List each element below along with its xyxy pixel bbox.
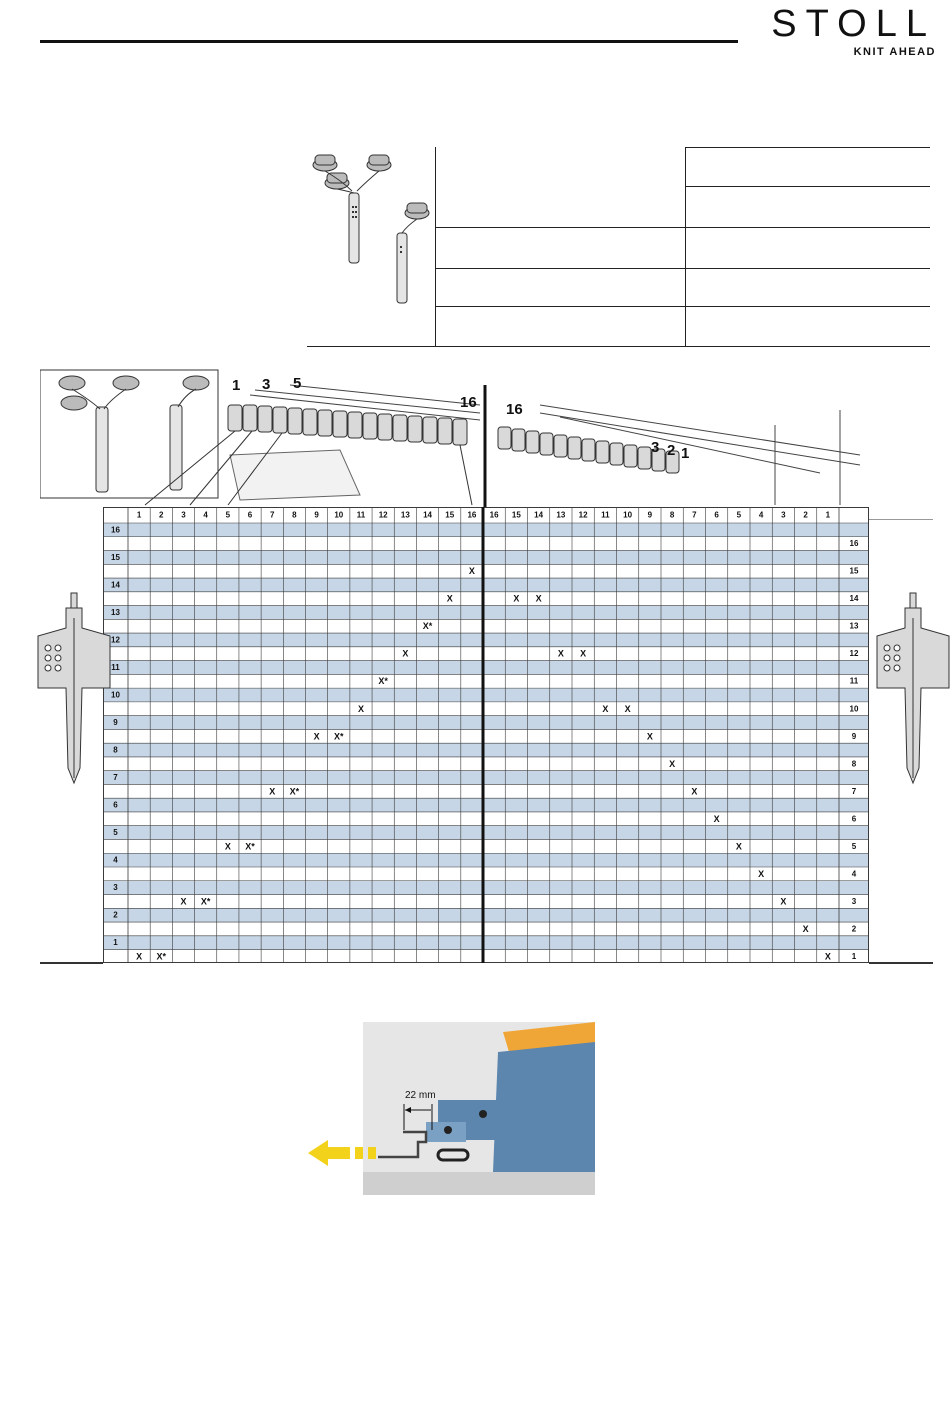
row-label-left: 10 [111, 690, 120, 700]
row-label-right: 1 [851, 951, 857, 961]
brand-logo [771, 4, 936, 58]
row-label-right: 6 [851, 814, 857, 824]
column-header-left: 4 [203, 510, 208, 520]
column-header-right: 11 [601, 510, 610, 520]
row-label-right: 7 [851, 786, 857, 796]
grid-mark: X* [378, 676, 388, 687]
row-label-left: 16 [111, 525, 120, 535]
grid-mark: X [758, 868, 765, 879]
column-header-right: 4 [758, 510, 764, 520]
carriage-left-icon [36, 588, 112, 788]
row-label-left: 3 [113, 883, 118, 893]
column-header-left: 10 [334, 510, 344, 520]
column-header-right: 16 [489, 510, 499, 520]
grid-mark: X* [422, 621, 433, 632]
machine-label-right-1: 1 [681, 445, 690, 462]
column-header-left: 2 [159, 510, 164, 520]
side-rule-right [869, 519, 933, 520]
column-header-left: 5 [225, 510, 231, 520]
column-header-right: 5 [736, 510, 742, 520]
feeder-selection-grid [103, 507, 869, 963]
grid-mark: X* [289, 786, 300, 797]
grid-mark: X [357, 703, 364, 714]
column-header-right: 12 [578, 510, 588, 520]
column-header-left: 1 [136, 510, 142, 520]
grid-mark: X [735, 841, 742, 852]
grid-mark: X [446, 593, 453, 604]
info-table [307, 147, 930, 347]
row-label-left: 12 [111, 635, 120, 645]
machine-label-left-1: 1 [232, 377, 241, 394]
row-label-right: 9 [851, 731, 857, 741]
row-label-right: 14 [849, 594, 859, 604]
grid-mark: X* [245, 841, 255, 852]
grid-mark: X [224, 841, 231, 852]
footer-rule-left [40, 962, 103, 964]
feeder-grid-svg [103, 507, 869, 963]
grid-band [103, 661, 869, 675]
row-label-right: 15 [849, 566, 859, 576]
grid-mark: X [624, 703, 631, 714]
grid-mark: X [713, 813, 720, 824]
grid-band [103, 908, 869, 922]
grid-mark: X [602, 703, 609, 714]
grid-band [103, 551, 869, 565]
grid-band [103, 578, 869, 592]
grid-band [103, 936, 869, 950]
grid-mark: X* [200, 896, 211, 907]
grid-mark: X [269, 786, 276, 797]
column-header-right: 2 [803, 510, 808, 520]
machine-label-left-5: 5 [293, 375, 302, 392]
grid-mark: X [180, 896, 187, 907]
row-label-right: 8 [851, 759, 857, 769]
machine-label-left-3: 3 [262, 376, 271, 393]
row-label-right: 4 [851, 869, 857, 879]
grid-band [103, 606, 869, 620]
row-label-left: 8 [113, 745, 118, 755]
grid-mark: X* [334, 731, 344, 742]
row-label-right: 12 [849, 649, 859, 659]
footer-rule-right [869, 962, 933, 964]
brand-name: STOLL [771, 3, 936, 45]
machine-illustration [40, 365, 940, 515]
row-label-right: 5 [851, 841, 857, 851]
brand-tagline: KNIT AHEAD [853, 46, 936, 58]
grid-mark: X [313, 731, 320, 742]
grid-band [103, 523, 869, 537]
row-label-right: 3 [851, 896, 857, 906]
yarn-feeder-icon [307, 151, 435, 311]
column-header-left: 13 [400, 510, 410, 520]
grid-mark: X [468, 566, 475, 577]
grid-mark: X [780, 896, 787, 907]
header-rule [40, 40, 738, 43]
row-label-left: 15 [111, 552, 120, 562]
row-label-left: 9 [113, 718, 118, 728]
column-header-right: 6 [714, 510, 719, 520]
row-label-left: 13 [111, 607, 120, 617]
row-label-left: 5 [113, 828, 118, 838]
row-label-left: 2 [113, 910, 118, 920]
column-header-right: 1 [825, 510, 831, 520]
machine-label-right-16: 16 [506, 401, 523, 418]
column-header-left: 16 [467, 510, 477, 520]
grid-mark: X* [156, 951, 167, 962]
column-header-right: 14 [534, 510, 544, 520]
grid-mark: X [824, 951, 831, 962]
yarn-carrier-photo [308, 1022, 595, 1195]
grid-mark: X [802, 923, 809, 934]
grid-band [103, 688, 869, 702]
column-header-left: 7 [269, 510, 275, 520]
machine-label-right-2: 2 [667, 442, 676, 459]
machine-label-left-16: 16 [460, 394, 477, 411]
grid-band [103, 853, 869, 867]
column-header-right: 10 [623, 510, 633, 520]
row-label-right: 10 [849, 704, 859, 714]
column-header-right: 3 [781, 510, 786, 520]
column-header-left: 6 [247, 510, 253, 520]
grid-band [103, 826, 869, 840]
row-label-right: 16 [849, 539, 859, 549]
row-label-left: 7 [113, 773, 118, 783]
grid-band [103, 716, 869, 730]
machine-label-right-3: 3 [651, 439, 660, 456]
grid-mark: X [402, 648, 409, 659]
grid-mark: X [669, 758, 676, 769]
column-header-right: 13 [556, 510, 566, 520]
row-label-left: 1 [113, 938, 118, 948]
row-label-right: 13 [849, 621, 859, 631]
carriage-right-icon [875, 588, 950, 788]
column-header-left: 14 [423, 510, 432, 520]
row-label-right: 11 [849, 676, 859, 686]
grid-band [103, 881, 869, 895]
row-label-left: 11 [111, 662, 120, 672]
grid-band [103, 771, 869, 785]
grid-mark: X [646, 731, 653, 742]
grid-mark: X [513, 593, 520, 604]
row-label-left: 4 [113, 855, 118, 865]
grid-band [103, 798, 869, 812]
grid-mark: X [557, 648, 564, 659]
row-label-left: 6 [113, 800, 118, 810]
column-header-right: 8 [669, 510, 675, 520]
grid-mark: X [535, 593, 542, 604]
column-header-left: 12 [378, 510, 388, 520]
row-label-left: 14 [111, 580, 120, 590]
column-header-left: 8 [292, 510, 297, 520]
column-header-right: 9 [647, 510, 653, 520]
column-header-right: 7 [692, 510, 697, 520]
dimension-label: 22 mm [405, 1090, 436, 1101]
column-header-left: 11 [356, 510, 366, 520]
column-header-left: 3 [181, 510, 186, 520]
row-label-right: 2 [851, 924, 857, 934]
grid-band [103, 633, 869, 647]
grid-mark: X [580, 648, 587, 659]
column-header-left: 15 [445, 510, 455, 520]
column-header-left: 9 [314, 510, 319, 520]
grid-mark: X [136, 951, 143, 962]
grid-mark: X [691, 786, 698, 797]
column-header-right: 15 [511, 510, 521, 520]
grid-band [103, 743, 869, 757]
